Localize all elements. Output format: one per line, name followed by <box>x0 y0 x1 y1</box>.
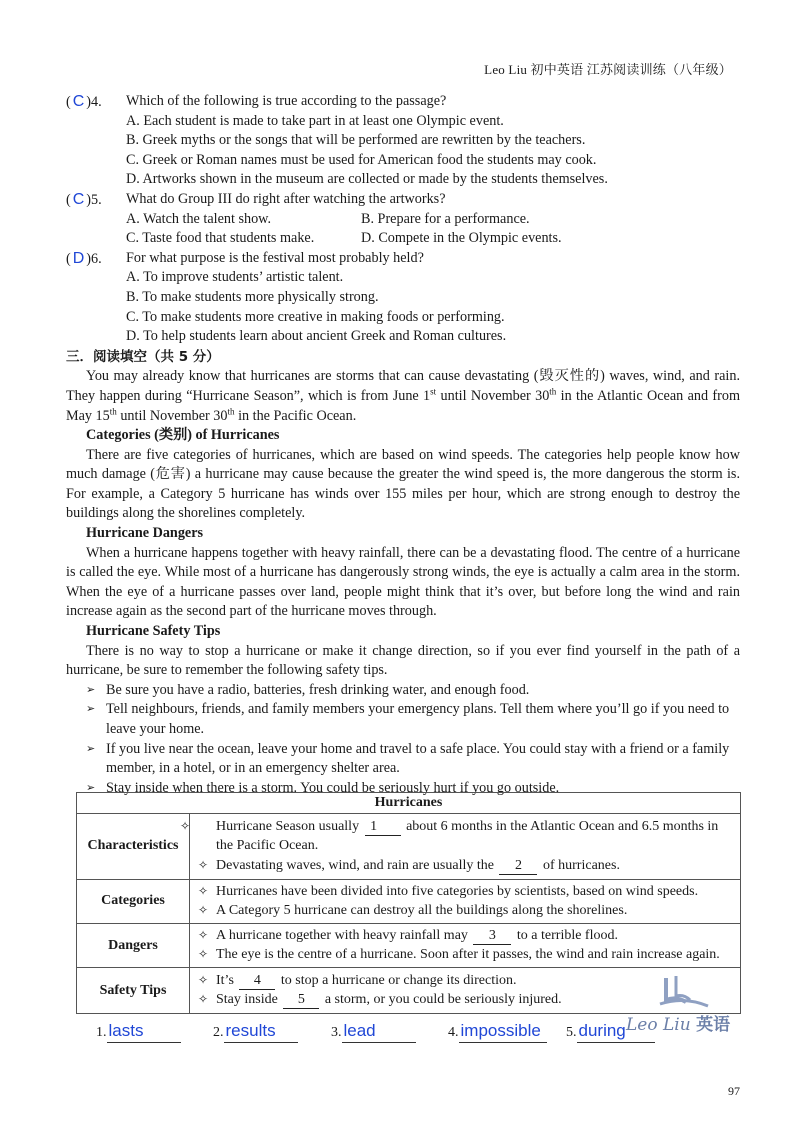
answer-letter: C <box>72 93 85 110</box>
arrow-bullet-icon: ➢ <box>86 683 96 696</box>
book-icon <box>656 974 716 1010</box>
answer-item: 4. impossible <box>448 1020 547 1043</box>
answer-item: 1. lasts <box>96 1020 181 1043</box>
table-title: Hurricanes <box>77 793 741 814</box>
categories-paragraph: There are five categories of hurricanes, which are based on wind speeds. The categories help people know how much damage (危害) a hurricane may cause because the greater the wind speed is, the more dangerous the storm is. For example, a Category 5 hurricane has winds over 155 miles per hour, which are strong enough to destroy the buildings along the shorelines completely. <box>66 446 740 522</box>
option-row <box>66 210 740 230</box>
star-bullet-icon: ✧ <box>198 992 209 1007</box>
page-header: Leo Liu 初中英语 江苏阅读训练（八年级） <box>484 62 732 77</box>
blank-1: 1 <box>365 819 401 836</box>
safety-tips-heading: Hurricane Safety Tips <box>86 623 221 640</box>
option: D. Compete in the Olympic events. <box>361 230 562 247</box>
question-stem: What do Group III do right after watching the artworks? <box>126 190 446 207</box>
option: C. Taste food that students make. <box>126 230 315 247</box>
answer-word: results <box>224 1020 298 1043</box>
question-stem: For what purpose is the festival most probably held? <box>126 249 424 266</box>
tip-item: ➢ Tell neighbours, friends, and family members your emergency plans. Tell them where you’ll go if you need to leave your home. <box>86 701 730 737</box>
answer-bracket: ( C )5. <box>66 190 102 208</box>
blank-2: 2 <box>499 858 537 875</box>
main-content <box>66 92 740 798</box>
logo-text: Leo Liu 英语 <box>626 1015 731 1036</box>
question-4 <box>66 92 740 112</box>
blank-3: 3 <box>473 928 511 945</box>
option: C. Greek or Roman names must be used for American food the students may cook. <box>126 151 597 168</box>
star-bullet-icon: ✧ <box>198 947 209 962</box>
question-stem: Which of the following is true according to the passage? <box>126 93 447 109</box>
row-label-dangers: Dangers <box>77 923 190 967</box>
answer-letter: C <box>72 190 85 208</box>
intro-paragraph: You may already know that hurricanes are storms that can cause devastating (毁灭性的) waves, wind, and rain. They happen during “Hurricane Season”, which is from June 1st until November 30th in the Atlantic Ocean and from May 15th until November 30th in the Pacific Ocean. <box>66 368 740 424</box>
page-number: 97 <box>728 1084 740 1098</box>
dangers-paragraph: When a hurricane happens together with heavy rainfall, there can be a devastating flood. The centre of a hurricane is called the eye. While most of a hurricane has dangerously strong winds, the eye is actually a calm area in the storm. When the eye of a hurricane passes over land, people might think that it’s over, but before long the wind and rain increase again as the second part of the hurricane moves through. <box>66 544 740 620</box>
option: B. To make students more physically strong. <box>126 288 379 305</box>
tip-item: ➢ If you live near the ocean, leave your home and travel to a safe place. You could stay with a friend or a family member, in a hotel, or in an emergency shelter area. <box>86 740 730 777</box>
star-bullet-icon: ✧ <box>198 927 209 942</box>
arrow-bullet-icon: ➢ <box>86 703 96 716</box>
section-title: 三．阅读填空（共 5 分） <box>66 348 220 365</box>
answer-word: lasts <box>107 1020 181 1043</box>
row-label-characteristics: Characteristics <box>77 813 190 879</box>
row-label-safety-tips: Safety Tips <box>77 967 190 1013</box>
safety-tips-paragraph: There is no way to stop a hurricane or make it change direction, so if you ever find yourself in the path of a hurricane, be sure to remember the following safety tips. <box>66 642 740 679</box>
answer-letter: D <box>72 249 85 267</box>
leo-liu-logo <box>620 972 740 1038</box>
characteristics-cell: ✧ Hurricane Season usually 1 about 6 months in the Atlantic Ocean and 6.5 months in the Pacific Ocean. ✧ Devastating waves, wind, and rain are usually the 2 of hurricanes. <box>190 813 741 879</box>
answer-item: 2. results <box>213 1020 298 1043</box>
answer-word: during <box>577 1020 655 1043</box>
row-label-categories: Categories <box>77 879 190 923</box>
star-bullet-icon: ✧ <box>198 883 209 898</box>
answer-item: 3. lead <box>331 1020 416 1043</box>
answer-word: lead <box>342 1020 416 1043</box>
star-bullet-icon: ✧ <box>198 857 209 872</box>
tip-item: ➢ Stay inside when there is a storm. You could be seriously hurt if you go outside. <box>66 779 740 799</box>
arrow-bullet-icon: ➢ <box>86 742 96 755</box>
categories-cell: ✧ Hurricanes have been divided into five categories by scientists, based on wind speeds. ✧ A Category 5 hurricane can destroy all the buildings along the shorelines. <box>190 879 741 923</box>
star-bullet-icon: ✧ <box>198 972 209 987</box>
question-6 <box>66 249 740 269</box>
answer-line <box>96 1020 696 1050</box>
option: D. To help students learn about ancient Greek and Roman cultures. <box>126 328 507 345</box>
star-bullet-icon: ✧ <box>198 903 209 918</box>
answer-bracket: ( C )4. <box>66 93 102 110</box>
option: A. To improve students’ artistic talent. <box>126 269 344 286</box>
answer-item: 5. during <box>566 1020 655 1043</box>
option: C. To make students more creative in making foods or performing. <box>126 308 505 325</box>
blank-4: 4 <box>239 973 275 990</box>
safety-tips-cell: ✧ It’s 4 to stop a hurricane or change its direction. ✧ Stay inside 5 a storm, or you could be seriously injured. <box>190 967 741 1013</box>
option: A. Watch the talent show. <box>126 210 272 227</box>
option: B. Prepare for a performance. <box>361 210 530 227</box>
blank-5: 5 <box>283 992 319 1009</box>
safety-tips-list <box>66 681 740 799</box>
categories-heading: Categories (类别) of Hurricanes <box>86 427 280 444</box>
question-5 <box>66 190 740 210</box>
option: D. Artworks shown in the museum are collected or made by the students themselves. <box>126 171 608 188</box>
option: B. Greek myths or the songs that will be performed are rewritten by the teachers. <box>126 132 586 149</box>
answer-word: impossible <box>459 1020 547 1043</box>
option-row <box>66 229 740 249</box>
arrow-bullet-icon: ➢ <box>86 781 96 794</box>
dangers-cell: ✧ A hurricane together with heavy rainfall may 3 to a terrible flood. ✧ The eye is the centre of a hurricane. Soon after it passes, the wind and rain increase again. <box>190 923 741 967</box>
dangers-heading: Hurricane Dangers <box>86 525 204 542</box>
answer-bracket: ( D )6. <box>66 249 102 267</box>
tip-item: ➢ Be sure you have a radio, batteries, fresh drinking water, and enough food. <box>66 681 740 701</box>
option: A. Each student is made to take part in at least one Olympic event. <box>126 112 504 129</box>
star-bullet-icon: ✧ <box>180 818 191 833</box>
